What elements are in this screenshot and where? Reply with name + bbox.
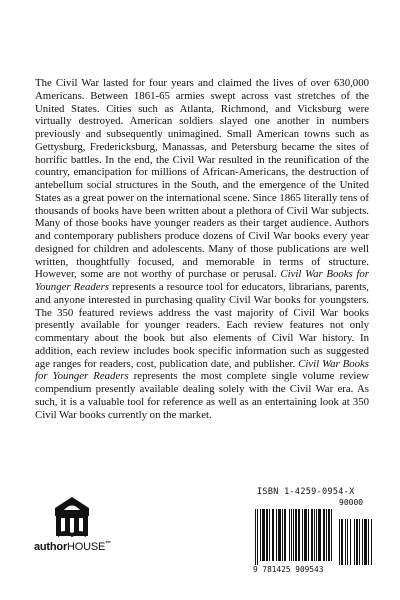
barcode-bar [260, 509, 261, 561]
barcode-bar [289, 509, 290, 561]
barcode-addon-bar [368, 519, 369, 565]
barcode-bar [266, 509, 268, 561]
barcode-addon-bar [354, 519, 355, 565]
barcode-bar [316, 509, 317, 561]
barcode-bar [318, 509, 321, 561]
barcode-bar [278, 509, 281, 561]
barcode-bar [331, 509, 332, 561]
barcode-addon-bar [364, 519, 367, 565]
book-title-italic-2: Civil War Books for Younger Readers [35, 357, 370, 383]
barcode-addon-bar [356, 519, 358, 565]
barcode-bar [282, 509, 283, 561]
barcode-bar [291, 509, 292, 561]
barcode-addon-bar [359, 519, 360, 565]
back-cover-blurb [35, 77, 369, 421]
barcode-addon-bar [371, 519, 372, 565]
barcode-graphic [253, 497, 375, 565]
blurb-text-3: represents the most complete single volume review compendium presently available dealing solely with the Civil War era. As such, it is a valuable tool for reference as well as an entertaining look at 350 Civil War books currently on the market. [35, 370, 369, 421]
barcode-addon-bar [347, 519, 348, 565]
barcode-addon-bar [362, 519, 363, 565]
barcode-bar [257, 509, 258, 565]
price-code: 90000 [339, 498, 364, 507]
barcode-bar [328, 509, 330, 561]
barcode-bar [326, 509, 327, 561]
barcode-bar [284, 509, 286, 561]
authorhouse-logo-icon [52, 496, 92, 538]
barcode-addon-bar [339, 519, 340, 565]
ean-number: 9 781425 909543 [253, 565, 324, 574]
barcode-bar [314, 509, 315, 561]
isbn-label: ISBN 1-4259-0954-X [257, 487, 355, 497]
barcode-bar [269, 509, 270, 561]
barcode-addon-bar [350, 519, 351, 565]
blurb-text-1: The Civil War lasted for four years and claimed the lives of over 630,000 Americans. Between 1861-65 armies swept across vast stretches of the United States. Cities such as Atlanta, Richmond, and Vicksburg were virtually destroyed. American soldiers slayed one another in numbers previously and subsequently unimagined. Small American towns such as Gettysburg, Fredericksburg, Manassas, and Petersburg became the sites of horrific battles. In the end, the Civil War resulted in the reunification of the country, emancipation for millions of African-Americans, the destruction of antebellum social structures in the South, and the emergence of the United States as a great power on the international scene. Since 1865 literally tens of thousands of books have been written about a plethora of Civil War subjects. Many of those books have younger readers as their target audience. Authors and contemporary publishers produce dozens of Civil War books every year designed for children and adolescents. Many of those publications are well written, thoughtfully focused, and memorable in terms of structure. However, some are not worthy of purchase or perusal. [35, 77, 369, 281]
publisher-logo [34, 496, 124, 558]
barcode-bar [295, 509, 297, 561]
publisher-wordmark: authorHOUSE™ [34, 541, 111, 553]
barcode-addon-bar [345, 519, 346, 565]
barcode-bar [308, 509, 309, 561]
barcode-addon-bar [341, 519, 343, 565]
barcode-bar [323, 509, 325, 561]
barcode-bar [293, 509, 294, 561]
book-title-italic-1: Civil War Books for Younger Readers [35, 268, 369, 293]
barcode-bar [276, 509, 277, 561]
blurb-text-2: represents a resource tool for educators, librarians, parents, and anyone interested in purchasing quality Civil War books for youngsters. The 350 featured reviews address the vast majority of Civil War books presently available for younger readers. Each review features not only commentary about the book but also elements of Civil War history. In addition, each review includes book specific information such as suggested age ranges for readers, cost, publication date, and publisher. [35, 281, 370, 370]
barcode-bar [262, 509, 265, 561]
barcode-bar [272, 509, 274, 561]
barcode-bar [255, 509, 256, 565]
isbn-barcode [253, 487, 375, 575]
barcode-bar [304, 509, 307, 561]
barcode-bar [298, 509, 300, 561]
barcode-bar [311, 509, 313, 561]
barcode-bar [302, 509, 303, 561]
